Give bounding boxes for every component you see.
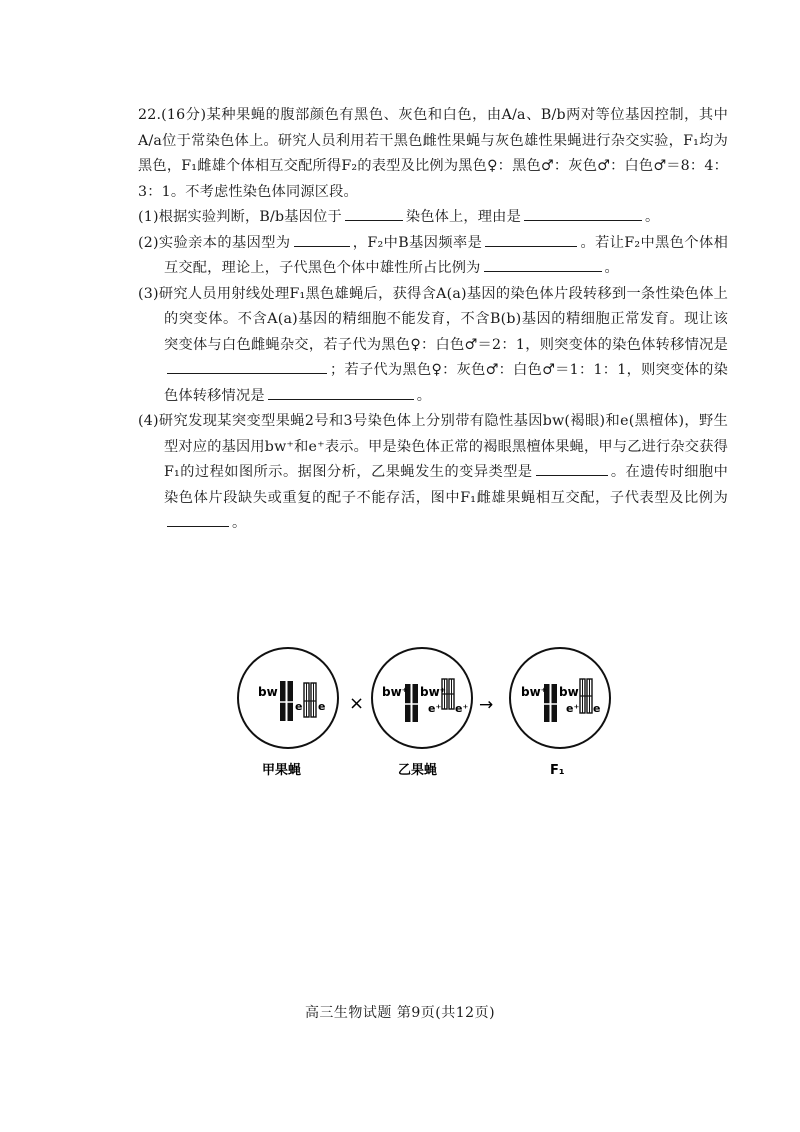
answer-blank[interactable] xyxy=(268,384,414,400)
f1-cell xyxy=(510,648,610,748)
cross-symbol: × xyxy=(349,693,365,714)
caption-f1: F₁ xyxy=(550,763,565,778)
part-3: (3)研究人员用射线处理F₁黑色雄蝇后，获得含A(a)基因的染色体片段转移到一条性染色体上的突变体。不含A(a)基因的精细胞不能发育，不含B(b)基因的精细胞正常发育。现让该突变体与白色雌蝇杂交，若子代为黑色♀：白色♂＝2：1，则突变体的染色体转移情况是；若子代为黑色♀：灰色♂：白色♂＝1：1：1，则突变体的染色体转移情况是 。 xyxy=(138,285,728,404)
answer-blank[interactable] xyxy=(485,231,577,247)
question-stem xyxy=(138,103,728,205)
part-1: (1)根据实验判断，B/b基因位于 染色体上，理由是 。 xyxy=(138,205,728,231)
caption-fly2: 乙果蝇 xyxy=(398,763,438,778)
caption-fly1: 甲果蝇 xyxy=(262,763,302,778)
gene-label: bw⁺ xyxy=(420,685,447,699)
part-4: (4)研究发现某突变型果蝇2号和3号染色体上分别带有隐性基因bw(褐眼)和e(黑檀体)，野生型对应的基因用bw⁺和e⁺表示。甲是染色体正常的褐眼黑檀体果蝇，甲与乙进行杂交获得F₁的过程如图所示。据图分析，乙果蝇发生的变异类型是 。在遗传时细胞中染色体片段缺失或重复的配子不能存活，图中F₁雌雄果蝇相互交配，子代表型及比例为。 xyxy=(138,413,729,531)
answer-blank[interactable] xyxy=(167,358,327,374)
answer-blank[interactable] xyxy=(345,205,403,221)
answer-blank[interactable] xyxy=(167,511,229,527)
question-number: 22. xyxy=(138,107,162,123)
part-2: (2)实验亲本的基因型为 ，F₂中B基因频率是 。若让F₂中黑色个体相互交配，理论上，子代黑色个体中雄性所占比例为 。 xyxy=(138,231,728,282)
gene-label: e xyxy=(593,702,601,715)
gene-label: bw⁺ xyxy=(382,685,409,699)
gene-label: bw xyxy=(258,685,278,699)
gene-label: bw xyxy=(559,685,579,699)
arrow-symbol: → xyxy=(479,695,494,715)
answer-blank[interactable] xyxy=(484,256,602,272)
page-footer: 高三生物试题 第9页(共12页) xyxy=(304,1005,496,1021)
fly1-cell xyxy=(238,648,338,748)
question-22 xyxy=(138,103,728,537)
question-stem-text: 某种果蝇的腹部颜色有黑色、灰色和白色，由A/a、B/b两对等位基因控制，其中A/a位于常染色体上。研究人员利用若干黑色雌性果蝇与灰色雄性果蝇进行杂交实验，F₁均为黑色，F₁雌雄个体相互交配所得F₂的表型及比例为黑色♀：黑色♂：灰色♂：白色♂＝8：4：3：1。不考虑性染色体同源区段。 xyxy=(138,107,729,200)
gene-label: e xyxy=(318,700,326,713)
chromosome-cross-figure xyxy=(236,646,616,786)
cross-diagram xyxy=(236,646,616,786)
answer-blank[interactable] xyxy=(536,460,608,476)
gene-label: e⁺ xyxy=(455,702,469,715)
question-score: (16分) xyxy=(161,107,207,123)
gene-label: e⁺ xyxy=(566,702,580,715)
gene-label: e⁺ xyxy=(428,702,442,715)
gene-label: bw⁺ xyxy=(521,685,548,699)
answer-blank[interactable] xyxy=(294,231,350,247)
answer-blank[interactable] xyxy=(524,205,642,221)
fly2-cell xyxy=(372,648,472,748)
gene-label: e xyxy=(295,700,303,713)
